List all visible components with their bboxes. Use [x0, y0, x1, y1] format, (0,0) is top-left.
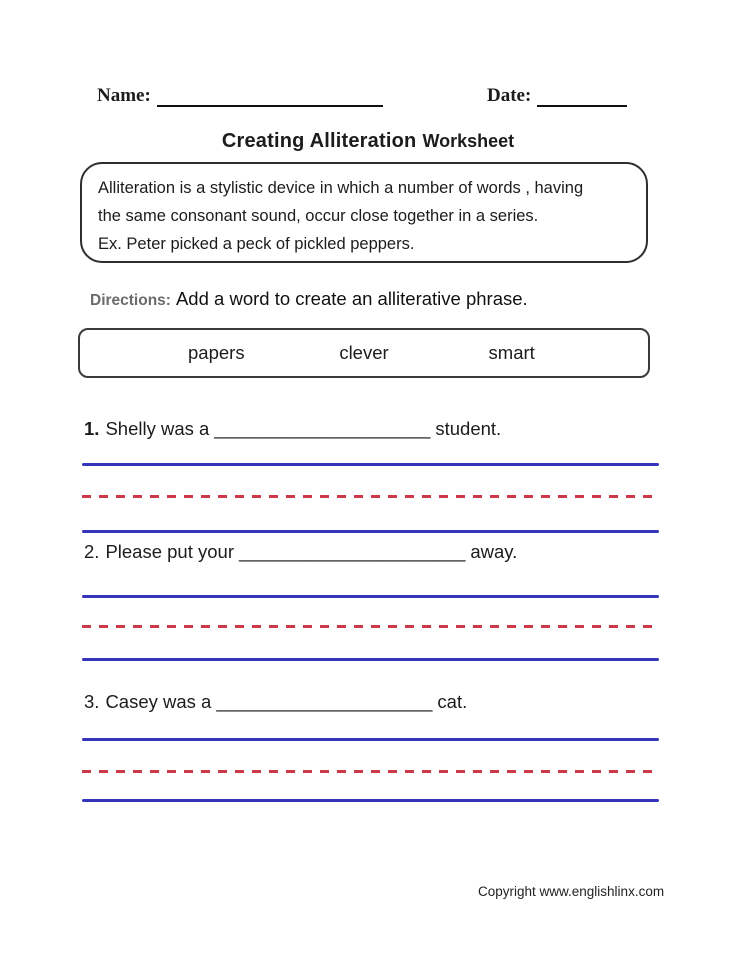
copyright-text: Copyright www.englishlinx.com: [478, 884, 665, 899]
definition-line-2: the same consonant sound, occur close together in a series.: [98, 207, 539, 225]
writing-line-blue: [82, 738, 659, 741]
question-3-after: cat.: [437, 691, 468, 712]
directions-label: Directions:: [90, 292, 171, 309]
word-bank-word: papers: [188, 342, 245, 363]
writing-line-red-dashed: [82, 770, 659, 773]
name-blank-line: [157, 89, 383, 107]
writing-line-blue: [82, 463, 659, 466]
question-2-number: 2.: [84, 541, 100, 562]
question-1: [84, 418, 501, 440]
word-bank-word: smart: [488, 342, 535, 363]
question-1-blank: _____________________: [214, 418, 431, 439]
writing-line-red-dashed: [82, 495, 659, 498]
name-field-row: [97, 85, 383, 107]
word-bank-word: clever: [339, 342, 389, 363]
definition-line-3: Ex. Peter picked a peck of pickled peppers.: [98, 235, 415, 253]
name-label: Name:: [97, 85, 151, 106]
date-field-row: [487, 85, 627, 107]
question-3-text: Casey was a: [105, 691, 212, 712]
question-2-after: away.: [470, 541, 518, 562]
question-3: [84, 691, 467, 713]
question-1-text: Shelly was a: [105, 418, 210, 439]
directions-text: Add a word to create an alliterative phrase.: [175, 288, 528, 309]
question-2-blank: ______________________: [239, 541, 466, 562]
definition-box: [80, 162, 648, 263]
word-bank-box: [78, 328, 650, 378]
writing-line-blue: [82, 799, 659, 802]
question-2: [84, 541, 517, 563]
writing-line-blue: [82, 530, 659, 533]
question-3-blank: _____________________: [216, 691, 433, 712]
writing-line-blue: [82, 595, 659, 598]
directions-row: [90, 288, 528, 310]
date-label: Date:: [487, 85, 532, 106]
page-title: [0, 130, 736, 153]
writing-line-red-dashed: [82, 625, 659, 628]
question-1-number: 1.: [84, 418, 100, 439]
date-blank-line: [537, 89, 627, 107]
question-3-number: 3.: [84, 691, 100, 712]
page-title-main: Creating Alliteration: [221, 130, 417, 152]
page-title-suffix: Worksheet: [422, 131, 515, 151]
writing-line-blue: [82, 658, 659, 661]
definition-line-1: Alliteration is a stylistic device in which a number of words , having: [98, 179, 584, 197]
question-1-after: student.: [435, 418, 502, 439]
question-2-text: Please put your: [105, 541, 234, 562]
